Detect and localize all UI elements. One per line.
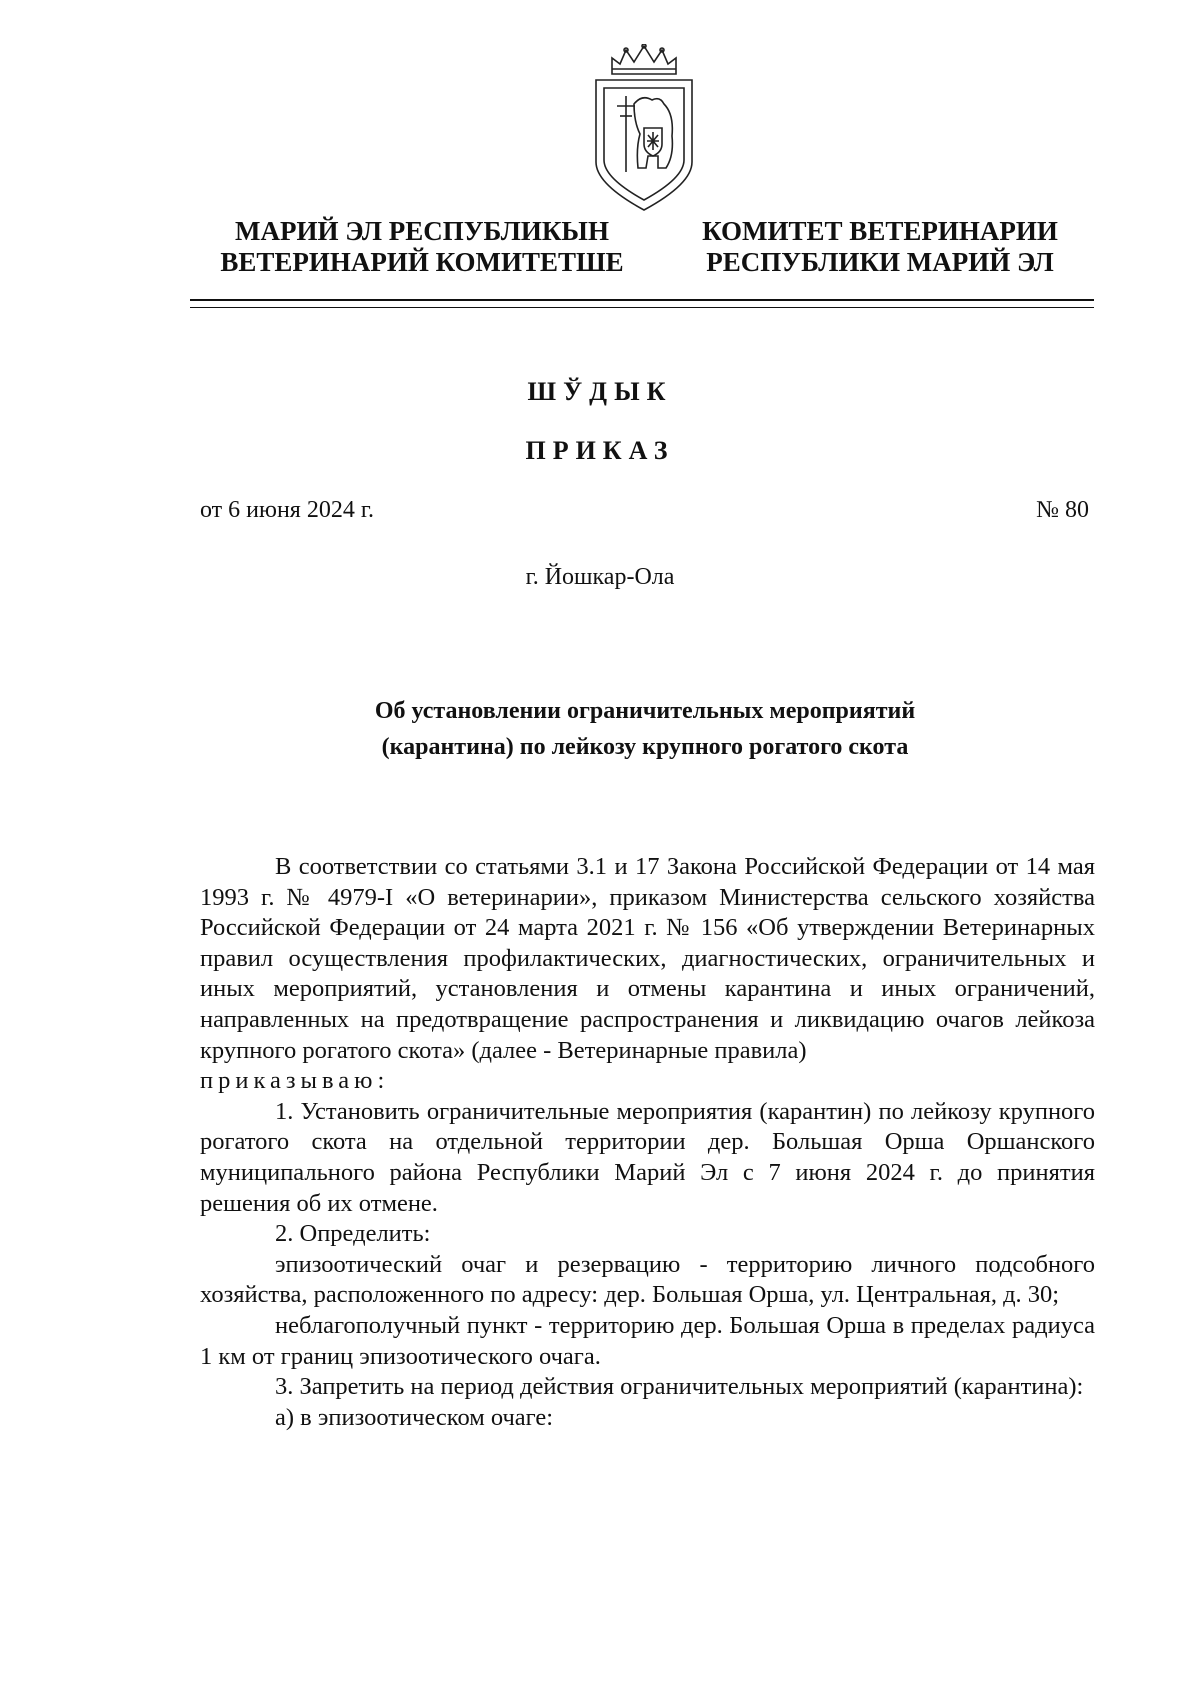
organization-name-russian	[680, 216, 1080, 278]
document-body	[200, 852, 1095, 1433]
organization-name-mari	[202, 216, 642, 278]
order-word-paragraph	[200, 1066, 1095, 1097]
org-mari-line2: ВЕТЕРИНАРИЙ КОМИТЕТШЕ	[220, 247, 624, 277]
header-divider-thin	[190, 307, 1094, 308]
document-type-mari: ШЎДЫК	[527, 377, 673, 406]
coat-of-arms-emblem	[590, 44, 698, 214]
org-ru-line1: КОМИТЕТ ВЕТЕРИНАРИИ	[702, 216, 1058, 246]
body-item-1: 1. Установить ограничительные мероприятия (карантин) по лейкозу крупного рогатого скота на отдельной территории дер. Большая Орша Оршанского муниципального района Республики Марий Эл с 7 июня 2024 г. до принятия решения об их отмене.	[200, 1097, 1095, 1217]
document-number: № 80	[1036, 497, 1089, 523]
body-item-2b: неблагополучный пункт - территорию дер. Большая Орша в пределах радиуса 1 км от границ эпизоотического очага.	[200, 1311, 1095, 1370]
subject-line1: Об установлении ограничительных мероприятий	[374, 698, 916, 724]
org-ru-line2: РЕСПУБЛИКИ МАРИЙ ЭЛ	[706, 247, 1054, 277]
document-date: от 6 июня 2024 г.	[200, 497, 374, 523]
subject-line2: (карантина) по лейкозу крупного рогатого скота	[381, 734, 909, 760]
document-subject	[200, 693, 1090, 765]
document-type-russian: ПРИКАЗ	[525, 436, 675, 465]
document-city: г. Йошкар-Ола	[525, 564, 675, 590]
body-item-2: 2. Определить:	[275, 1220, 431, 1248]
body-preamble: В соответствии со статьями 3.1 и 17 Закона Российской Федерации от 14 мая 1993 г. № 4979-I «О ветеринарии», приказом Министерства сельского хозяйства Российской Федерации от 24 марта 2021 г. № 156 «Об утверждении Ветеринарных правил осуществления профилактических, диагностических, ограничительных и иных мероприятий, установления и отмены карантина и иных ограничений, направленных на предотвращение распространения и ликвидацию очагов лейкоза крупного рогатого скота» (далее - Ветеринарные правила)	[200, 853, 1095, 1064]
header-divider-thick	[190, 299, 1094, 301]
order-word: приказываю:	[200, 1067, 390, 1095]
body-item-3a: а) в эпизоотическом очаге:	[275, 1403, 554, 1431]
body-item-2a: эпизоотический очаг и резервацию - территорию личного подсобного хозяйства, расположенного по адресу: дер. Большая Орша, ул. Центральная, д. 30;	[200, 1250, 1095, 1309]
org-mari-line1: МАРИЙ ЭЛ РЕСПУБЛИКЫН	[235, 216, 609, 246]
body-item-3: 3. Запретить на период действия ограничительных мероприятий (карантина):	[275, 1373, 1084, 1401]
